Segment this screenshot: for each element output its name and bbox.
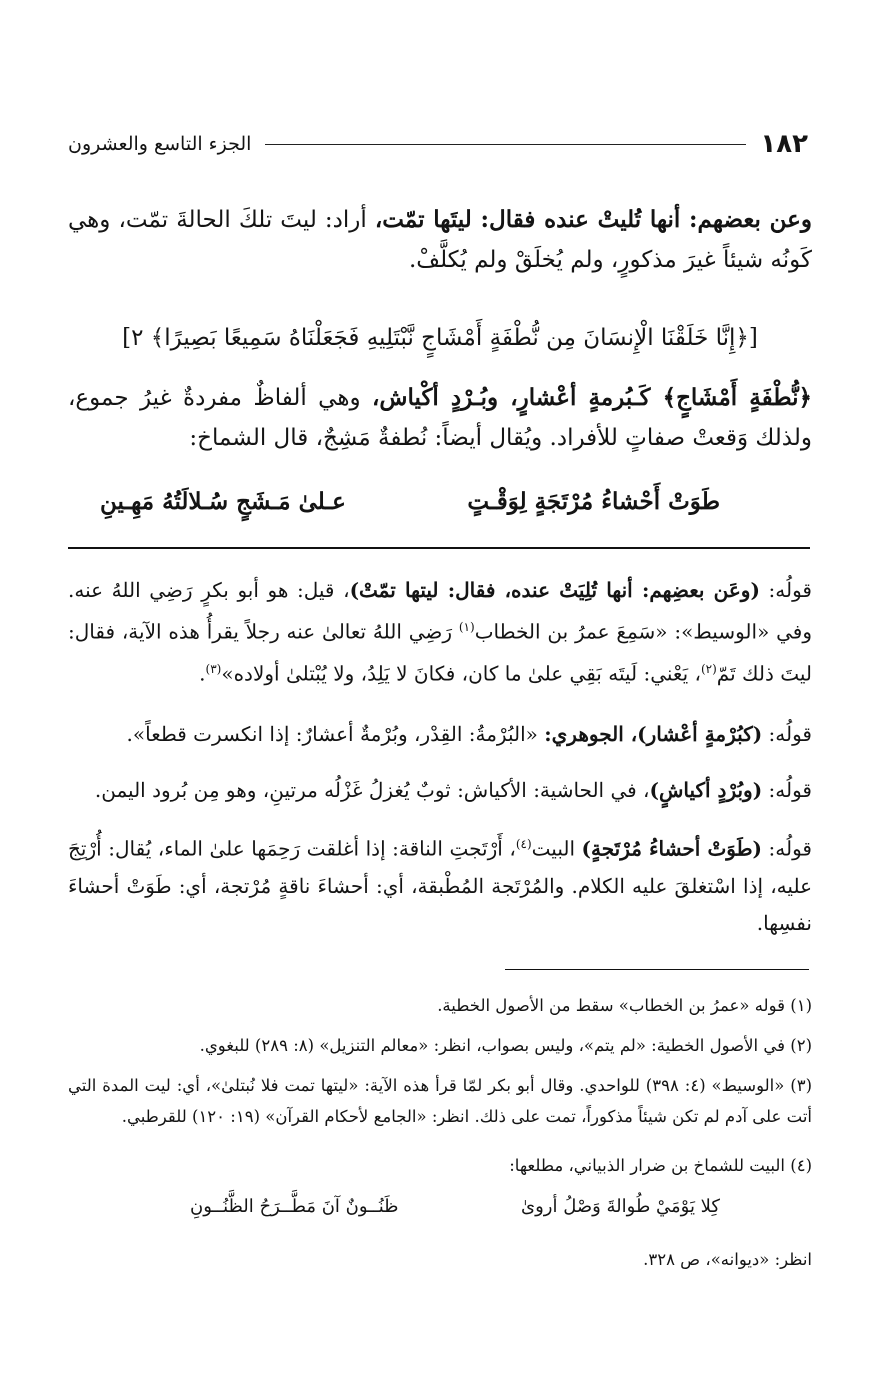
footnote-3: (٣) «الوسيط» (٤: ٣٩٨) للواحدي. وقال أبو بكر لمّا قرأ هذه الآية: «ليتها تمت فلا نُبتلىٰ»، أي: ليت المدة التي أتت على آدم لم تكن شيئاً مذكوراً، تمت على ذلك. انظر: «الجامع لأحكام القرآن» (١٩: ١٢٠) للقرطبي. [68, 1076, 813, 1126]
c3-a: قولُه: [762, 778, 812, 802]
c1-e: . [199, 661, 206, 686]
footnote-2: (٢) في الأصول الخطية: «لم يتم»، وليس بصواب، انظر: «معالم التنزيل» (٨: ٢٨٩) للبغوي. [199, 1036, 812, 1055]
footnote-verse [190, 1196, 720, 1230]
c1-b: ، قيل: هو أبو بكرٍ رَضِي اللهُ عنه. وفي «الوسيط»: «سَمِعَ عمرُ بن الخطاب [68, 578, 813, 644]
footnote-ref-4[interactable]: (٤) [515, 837, 532, 851]
footnote-divider [505, 969, 809, 970]
c1-a: قولُه: [759, 578, 812, 602]
c1-bold: (وعَن بعضِهم: أنها تُلِيَتْ عنده، فقال: ليتها تمّتْ) [349, 578, 760, 602]
page-number: ١٨٢ [760, 129, 808, 159]
footnote-ref-1[interactable]: (١) [458, 620, 475, 634]
commentary-paragraph-1 [68, 572, 812, 692]
c4-c: ، أَرْتَجتِ الناقة: إذا أغلقت رَحِمَها علىٰ الماء، يُقال: أُرْتِجَ عليه، إذا اسْتغلقَ عليه الكلام. والمُرْتَجة المُطْبقة، أي: أحشاءَ ناقةٍ مُرْتجة، أي: طَوَتْ أحشاءَ نفسِها. [68, 836, 812, 935]
c2-a: قولُه: [762, 722, 812, 746]
c4-b: البيت [531, 836, 582, 861]
footnote-4-reference: انظر: «ديوانه»، ص ٣٢٨. [643, 1250, 812, 1269]
c3-b: ، في الحاشية: الأكياش: ثوبٌ يُغزلُ غَزْلُه مرتينِ، وهو مِن بُرود اليمن. [94, 778, 650, 802]
footnote-ref-2[interactable]: (٢) [700, 661, 717, 676]
c4-a: قولُه: [762, 836, 812, 861]
footnote-ref-3[interactable]: (٣) [205, 661, 222, 676]
page-header [68, 124, 808, 164]
header-title: الجزء التاسع والعشرون [68, 133, 252, 155]
poetry-verse [100, 488, 720, 528]
body-p2-rest: وهي ألفاظٌ مفردةٌ غيرُ جموع، ولذلك وَقعتْ صفاتٍ للأفراد. ويُقال أيضاً: نُطفةٌ مَشِجٌ، قال الشماخ: [68, 385, 812, 451]
commentary-paragraph-4 [68, 826, 812, 942]
commentary-paragraph-3 [68, 772, 812, 809]
quran-verse: [﴿إِنَّا خَلَقْنَا الْإِنسَانَ مِن نُّطْفَةٍ أَمْشَاجٍ نَّبْتَلِيهِ فَجَعَلْنَاهُ سَمِيعًا بَصِيرًا﴾ ٢] [122, 325, 758, 351]
c1-c: رَضِي اللهُ تعالىٰ عنه رجلاً يقرأُ هذه الآية، فقال: ليتَ ذلك تَمّ [68, 619, 812, 686]
body-p1-rest: أراد: ليتَ تلكَ الحالةَ تمّت، وهي كَونُه شيئاً غيرَ مذكورٍ، ولم يُخلَقْ ولم يُكلَّفْ. [68, 207, 812, 273]
body-p2-bold: ﴿نُّطْفَةٍ أَمْشَاجٍ﴾ كَـبُرمةٍ أعْشارٍ، وبُـرْدٍ أكْياش، [372, 384, 812, 411]
c2-bold: (كبُرْمةٍ أعْشار)، الجوهري: [544, 722, 763, 746]
c4-bold: (طَوَتْ أحشاءُ مُرْتَجةٍ) [581, 836, 763, 861]
main-divider [68, 547, 810, 549]
body-paragraph-1 [68, 200, 812, 280]
body-paragraph-2 [68, 378, 812, 458]
verse-hemistich-first: طَوَتْ أَحْشاءُ مُرْتَجَةٍ لِوَقْـتٍ [467, 488, 720, 515]
footnote-hemistich-first: كِلا يَوْمَيْ طُوالةَ وَصْلُ أروىٰ [521, 1196, 720, 1217]
commentary-paragraph-2 [68, 716, 812, 753]
verse-hemistich-second: عـلىٰ مَـشَجٍ سُـلالَتُهُ مَهِـينِ [100, 488, 346, 515]
c3-bold: (وبُرْدٍ أكياشٍ) [649, 778, 763, 802]
body-p1-bold: وعن بعضهم: أنها تُليتْ عنده فقال: ليتَها تمّت، [374, 206, 812, 233]
c1-d: ، يَعْني: لَيتَه بَقِي علىٰ ما كان، فكانَ لا يَلِدُ، ولا يُبْتلىٰ أولاده» [221, 661, 701, 686]
footnote-1: (١) قوله «عمرُ بن الخطاب» سقط من الأصول الخطية. [437, 996, 812, 1015]
header-rule [265, 144, 746, 145]
footnote-hemistich-second: ظَنُــونٌ آنَ مَطَّــرَحُ الظَّنُــونِ [190, 1196, 399, 1217]
footnote-4: (٤) البيت للشماخ بن ضرار الذبياني، مطلعها: [509, 1156, 812, 1175]
c2-b: «البُرْمةُ: القِدْر، وبُرْمةٌ أعشارٌ: إذا انكسرت قطعاً». [126, 722, 545, 746]
